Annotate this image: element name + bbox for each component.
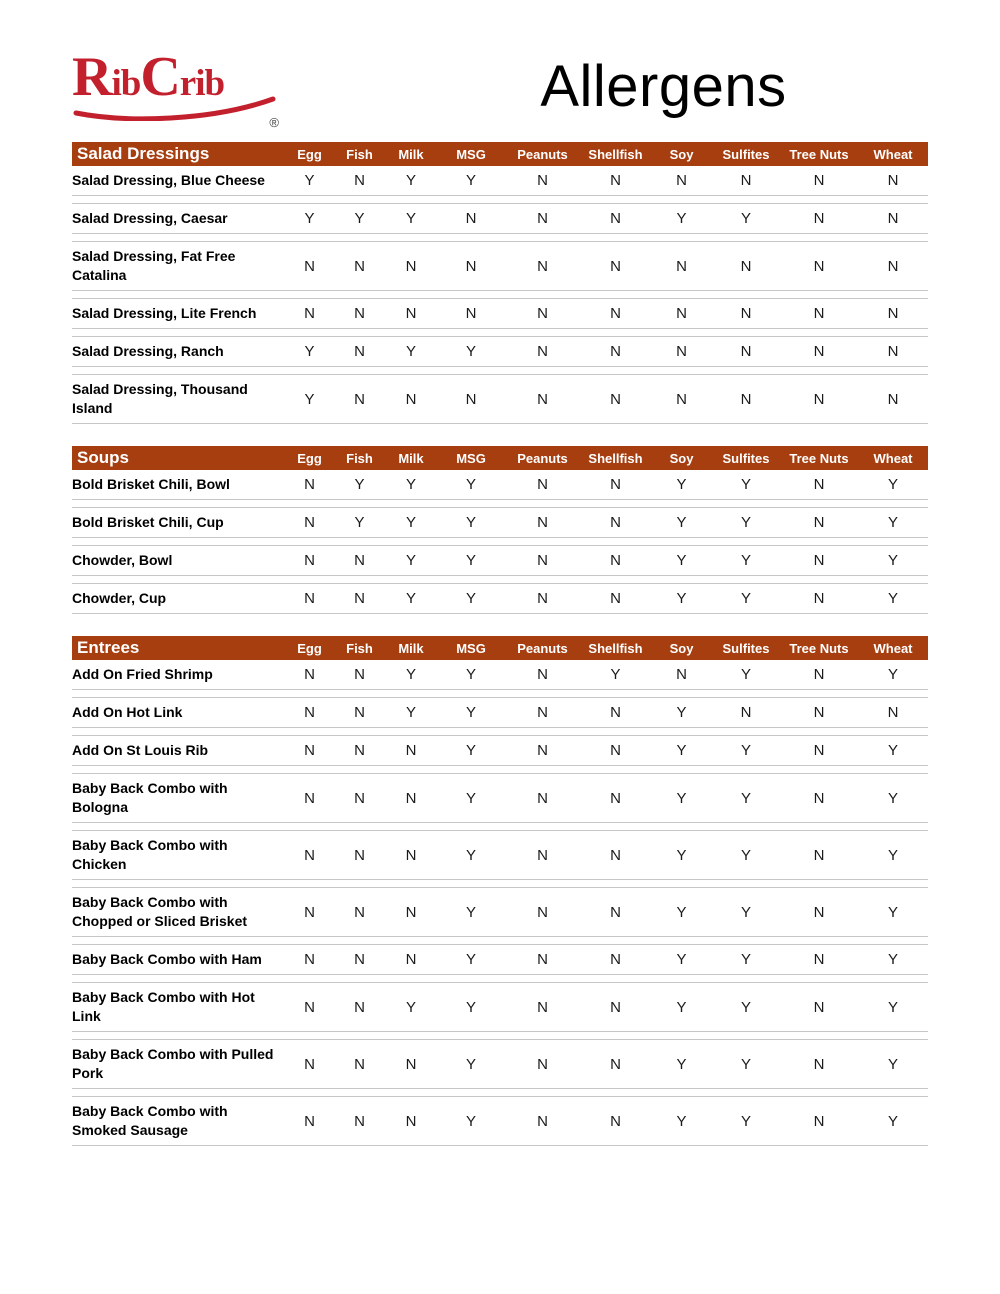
item-name: Add On St Louis Rib (72, 742, 209, 758)
value-fish: N (354, 590, 365, 607)
value-milk: Y (405, 704, 416, 721)
value-fish: N (354, 998, 365, 1016)
value-egg: Y (304, 210, 315, 227)
column-header-fish: Fish (346, 450, 373, 466)
value-fish: Y (354, 210, 365, 227)
value-tree-nuts: N (813, 305, 825, 322)
value-peanuts: N (537, 210, 548, 227)
table-row (72, 1096, 928, 1146)
value-tree-nuts: N (813, 476, 825, 493)
value-soy: Y (676, 590, 687, 607)
value-egg: N (304, 951, 315, 968)
table-row (72, 660, 928, 690)
value-egg: N (304, 257, 315, 275)
column-header-egg: Egg (297, 146, 322, 162)
value-soy: Y (676, 998, 687, 1016)
value-peanuts: N (537, 172, 548, 189)
value-milk: N (405, 742, 417, 759)
logo-letters-rib: rib (179, 63, 225, 104)
value-sulfites: Y (740, 552, 751, 569)
value-wheat: Y (887, 1112, 898, 1130)
value-milk: Y (405, 590, 416, 607)
value-shellfish: N (610, 390, 621, 408)
value-peanuts: N (537, 903, 548, 921)
table-row (72, 298, 928, 329)
value-tree-nuts: N (813, 343, 825, 360)
value-wheat: N (887, 343, 899, 360)
column-header-sulfites: Sulfites (722, 640, 770, 656)
value-tree-nuts: N (813, 172, 825, 189)
value-soy: Y (676, 846, 687, 864)
section-title: Salad Dressings (77, 144, 210, 163)
section-header-row (72, 142, 928, 166)
allergen-table (72, 142, 928, 1146)
value-sulfites: N (740, 305, 752, 322)
value-soy: Y (676, 704, 687, 721)
value-fish: Y (354, 514, 365, 531)
value-soy: Y (676, 789, 687, 807)
value-sulfites: Y (740, 590, 751, 607)
value-shellfish: N (610, 210, 621, 227)
value-sulfites: Y (740, 998, 751, 1016)
value-wheat: N (887, 172, 899, 189)
value-sulfites: Y (740, 903, 751, 921)
value-soy: Y (676, 903, 687, 921)
value-tree-nuts: N (813, 951, 825, 968)
table-row (72, 507, 928, 538)
value-sulfites: Y (740, 514, 751, 531)
column-header-msg: MSG (456, 450, 486, 466)
table-row (72, 830, 928, 880)
table-row (72, 241, 928, 291)
value-tree-nuts: N (813, 1112, 825, 1130)
value-tree-nuts: N (813, 514, 825, 531)
logo-letter-r: R (72, 46, 112, 108)
column-header-msg: MSG (456, 640, 486, 656)
value-fish: N (354, 390, 365, 408)
value-fish: N (354, 846, 365, 864)
value-msg: Y (465, 1112, 476, 1130)
value-sulfites: Y (740, 789, 751, 807)
value-peanuts: N (537, 590, 548, 607)
value-egg: N (304, 903, 315, 921)
value-milk: Y (405, 210, 416, 227)
value-msg: N (465, 305, 477, 322)
value-egg: N (304, 742, 315, 759)
value-shellfish: N (610, 552, 621, 569)
value-tree-nuts: N (813, 903, 825, 921)
value-shellfish: N (610, 172, 621, 189)
value-sulfites: N (740, 343, 752, 360)
value-soy: Y (676, 552, 687, 569)
value-shellfish: N (610, 257, 621, 275)
item-name: Salad Dressing, Blue Cheese (72, 172, 265, 188)
table-row (72, 982, 928, 1032)
value-tree-nuts: N (813, 666, 825, 683)
value-milk: Y (405, 514, 416, 531)
item-name: Salad Dressing, Ranch (72, 343, 224, 359)
value-peanuts: N (537, 476, 548, 493)
item-name: Add On Hot Link (72, 704, 183, 720)
value-tree-nuts: N (813, 552, 825, 569)
value-fish: N (354, 789, 365, 807)
value-msg: Y (465, 1055, 476, 1073)
value-msg: Y (465, 666, 476, 683)
value-peanuts: N (537, 343, 548, 360)
value-milk: Y (405, 476, 416, 493)
item-name: Baby Back Combo with Hot Link (72, 989, 255, 1024)
value-tree-nuts: N (813, 1055, 825, 1073)
value-tree-nuts: N (813, 257, 825, 275)
value-sulfites: Y (740, 666, 751, 683)
column-header-tree-nuts: Tree Nuts (789, 450, 849, 466)
value-fish: N (354, 951, 365, 968)
table-row (72, 1039, 928, 1089)
column-header-wheat: Wheat (873, 450, 913, 466)
value-fish: N (354, 903, 365, 921)
value-milk: N (405, 257, 417, 275)
column-header-shellfish: Shellfish (588, 640, 643, 656)
item-name: Baby Back Combo with Chopped or Sliced Brisket (72, 894, 248, 929)
value-shellfish: N (610, 305, 621, 322)
registered-trademark-mark: ® (269, 115, 279, 130)
value-egg: N (304, 590, 315, 607)
column-header-milk: Milk (398, 450, 424, 466)
column-header-peanuts: Peanuts (517, 640, 568, 656)
column-header-tree-nuts: Tree Nuts (789, 640, 849, 656)
table-row (72, 470, 928, 500)
item-name: Bold Brisket Chili, Cup (72, 514, 224, 530)
value-tree-nuts: N (813, 210, 825, 227)
value-fish: N (354, 172, 365, 189)
value-tree-nuts: N (813, 390, 825, 408)
value-fish: N (354, 552, 365, 569)
value-sulfites: Y (740, 476, 751, 493)
value-sulfites: Y (740, 210, 751, 227)
value-sulfites: Y (740, 846, 751, 864)
column-header-shellfish: Shellfish (588, 450, 643, 466)
table-row (72, 166, 928, 196)
table-section-entrees (72, 636, 928, 1146)
column-header-sulfites: Sulfites (722, 146, 770, 162)
value-fish: N (354, 704, 365, 721)
value-wheat: Y (887, 903, 898, 921)
value-soy: Y (676, 951, 687, 968)
value-shellfish: N (610, 343, 621, 360)
value-milk: Y (405, 552, 416, 569)
value-soy: N (676, 305, 687, 322)
value-wheat: N (887, 704, 899, 721)
logo-letters-ib: ib (111, 63, 141, 104)
column-header-wheat: Wheat (873, 640, 913, 656)
value-peanuts: N (537, 257, 548, 275)
value-shellfish: N (610, 998, 621, 1016)
table-row (72, 773, 928, 823)
value-wheat: Y (887, 476, 898, 493)
value-shellfish: N (610, 951, 621, 968)
value-peanuts: N (537, 742, 548, 759)
value-egg: N (304, 1112, 315, 1130)
value-wheat: N (887, 305, 899, 322)
table-row (72, 374, 928, 424)
value-milk: N (405, 1112, 417, 1130)
value-wheat: Y (887, 846, 898, 864)
value-wheat: Y (887, 1055, 898, 1073)
value-shellfish: N (610, 742, 621, 759)
value-peanuts: N (537, 514, 548, 531)
item-name: Baby Back Combo with Ham (72, 951, 262, 967)
value-peanuts: N (537, 305, 548, 322)
column-header-egg: Egg (297, 450, 322, 466)
value-soy: Y (676, 742, 687, 759)
value-tree-nuts: N (813, 846, 825, 864)
value-egg: N (304, 1055, 315, 1073)
value-soy: Y (676, 210, 687, 227)
value-soy: N (676, 343, 687, 360)
value-wheat: Y (887, 789, 898, 807)
value-peanuts: N (537, 1055, 548, 1073)
value-egg: N (304, 552, 315, 569)
value-soy: N (676, 390, 687, 408)
table-row (72, 944, 928, 975)
value-msg: Y (465, 951, 476, 968)
value-egg: N (304, 666, 315, 683)
value-msg: Y (465, 514, 476, 531)
section-title: Soups (77, 448, 129, 467)
item-name: Add On Fried Shrimp (72, 666, 213, 682)
value-milk: Y (405, 666, 416, 683)
column-header-soy: Soy (669, 146, 694, 162)
table-section-salad-dressings (72, 142, 928, 424)
column-header-msg: MSG (456, 146, 486, 162)
value-tree-nuts: N (813, 590, 825, 607)
value-shellfish: N (610, 514, 621, 531)
value-shellfish: N (610, 789, 621, 807)
value-shellfish: N (610, 903, 621, 921)
value-msg: Y (465, 172, 476, 189)
item-name: Baby Back Combo with Pulled Pork (72, 1046, 274, 1081)
value-peanuts: N (537, 846, 548, 864)
value-tree-nuts: N (813, 789, 825, 807)
item-name: Chowder, Cup (72, 590, 167, 606)
value-msg: Y (465, 552, 476, 569)
value-shellfish: N (610, 1112, 621, 1130)
column-header-wheat: Wheat (873, 146, 913, 162)
column-header-soy: Soy (669, 640, 694, 656)
value-sulfites: N (740, 704, 752, 721)
table-row (72, 545, 928, 576)
column-header-fish: Fish (346, 146, 373, 162)
value-milk: N (405, 789, 417, 807)
value-wheat: Y (887, 666, 898, 683)
column-header-fish: Fish (346, 640, 373, 656)
value-fish: N (354, 742, 365, 759)
value-fish: Y (354, 476, 365, 493)
value-shellfish: N (610, 590, 621, 607)
value-sulfites: Y (740, 1112, 751, 1130)
value-wheat: Y (887, 998, 898, 1016)
value-peanuts: N (537, 998, 548, 1016)
value-wheat: Y (887, 514, 898, 531)
value-msg: Y (465, 590, 476, 607)
ribcrib-logo (72, 43, 307, 129)
value-wheat: Y (887, 552, 898, 569)
table-row (72, 203, 928, 234)
value-soy: N (676, 257, 687, 275)
value-sulfites: Y (740, 951, 751, 968)
value-egg: N (304, 514, 315, 531)
value-soy: Y (676, 476, 687, 493)
value-sulfites: N (740, 172, 752, 189)
value-egg: Y (304, 390, 315, 408)
table-row (72, 583, 928, 614)
value-msg: N (465, 390, 477, 408)
value-fish: N (354, 343, 365, 360)
value-peanuts: N (537, 390, 548, 408)
value-sulfites: N (740, 257, 752, 275)
value-sulfites: Y (740, 1055, 751, 1073)
value-wheat: Y (887, 742, 898, 759)
column-header-milk: Milk (398, 146, 424, 162)
value-egg: N (304, 704, 315, 721)
value-msg: Y (465, 343, 476, 360)
value-soy: Y (676, 1112, 687, 1130)
value-msg: Y (465, 903, 476, 921)
value-milk: N (405, 951, 417, 968)
value-milk: N (405, 846, 417, 864)
value-peanuts: N (537, 951, 548, 968)
value-soy: N (676, 172, 687, 189)
value-msg: Y (465, 742, 476, 759)
table-row (72, 887, 928, 937)
logo-swoosh-icon (72, 95, 277, 121)
value-wheat: N (887, 257, 899, 275)
value-peanuts: N (537, 704, 548, 721)
value-tree-nuts: N (813, 704, 825, 721)
value-msg: N (465, 210, 477, 227)
value-egg: N (304, 998, 315, 1016)
value-soy: Y (676, 514, 687, 531)
column-header-peanuts: Peanuts (517, 146, 568, 162)
value-wheat: Y (887, 951, 898, 968)
value-egg: Y (304, 172, 315, 189)
section-header-row (72, 636, 928, 660)
value-shellfish: N (610, 476, 621, 493)
value-milk: N (405, 305, 417, 322)
value-msg: N (465, 257, 477, 275)
column-header-tree-nuts: Tree Nuts (789, 146, 849, 162)
column-header-milk: Milk (398, 640, 424, 656)
table-section-soups (72, 446, 928, 614)
value-fish: N (354, 1055, 365, 1073)
item-name: Chowder, Bowl (72, 552, 173, 568)
column-header-peanuts: Peanuts (517, 450, 568, 466)
value-peanuts: N (537, 1112, 548, 1130)
value-peanuts: N (537, 789, 548, 807)
section-header-row (72, 446, 928, 470)
value-peanuts: N (537, 666, 548, 683)
value-shellfish: N (610, 704, 621, 721)
value-sulfites: Y (740, 742, 751, 759)
value-fish: N (354, 257, 365, 275)
value-sulfites: N (740, 390, 752, 408)
value-wheat: Y (887, 590, 898, 607)
column-header-egg: Egg (297, 640, 322, 656)
value-wheat: N (887, 210, 899, 227)
value-milk: N (405, 903, 417, 921)
value-fish: N (354, 305, 365, 322)
column-header-shellfish: Shellfish (588, 146, 643, 162)
page-title: Allergens (540, 53, 787, 119)
value-egg: N (304, 305, 315, 322)
value-milk: Y (405, 343, 416, 360)
value-milk: Y (405, 998, 416, 1016)
logo-letter-c: C (140, 46, 180, 108)
section-title: Entrees (77, 638, 140, 657)
document-header (72, 40, 928, 132)
value-msg: Y (465, 846, 476, 864)
value-milk: Y (405, 172, 416, 189)
item-name: Baby Back Combo with Smoked Sausage (72, 1103, 228, 1138)
item-name: Salad Dressing, Caesar (72, 210, 228, 226)
item-name: Salad Dressing, Lite French (72, 305, 257, 321)
value-tree-nuts: N (813, 998, 825, 1016)
table-row (72, 336, 928, 367)
item-name: Salad Dressing, Thousand Island (72, 381, 248, 416)
value-msg: Y (465, 704, 476, 721)
item-name: Baby Back Combo with Bologna (72, 780, 228, 815)
value-shellfish: N (610, 1055, 621, 1073)
value-egg: N (304, 846, 315, 864)
value-soy: Y (676, 1055, 687, 1073)
column-header-soy: Soy (669, 450, 694, 466)
value-egg: Y (304, 343, 315, 360)
value-soy: N (676, 666, 687, 683)
value-milk: N (405, 1055, 417, 1073)
value-fish: N (354, 666, 365, 683)
value-wheat: N (887, 390, 899, 408)
table-row (72, 697, 928, 728)
value-egg: N (304, 476, 315, 493)
value-msg: Y (465, 789, 476, 807)
column-header-sulfites: Sulfites (722, 450, 770, 466)
value-fish: N (354, 1112, 365, 1130)
item-name: Salad Dressing, Fat Free Catalina (72, 248, 236, 283)
value-shellfish: N (610, 846, 621, 864)
table-row (72, 735, 928, 766)
value-msg: Y (465, 998, 476, 1016)
item-name: Bold Brisket Chili, Bowl (72, 476, 230, 492)
value-tree-nuts: N (813, 742, 825, 759)
item-name: Baby Back Combo with Chicken (72, 837, 228, 872)
value-peanuts: N (537, 552, 548, 569)
value-milk: N (405, 390, 417, 408)
value-shellfish: Y (610, 666, 621, 683)
value-msg: Y (465, 476, 476, 493)
value-egg: N (304, 789, 315, 807)
